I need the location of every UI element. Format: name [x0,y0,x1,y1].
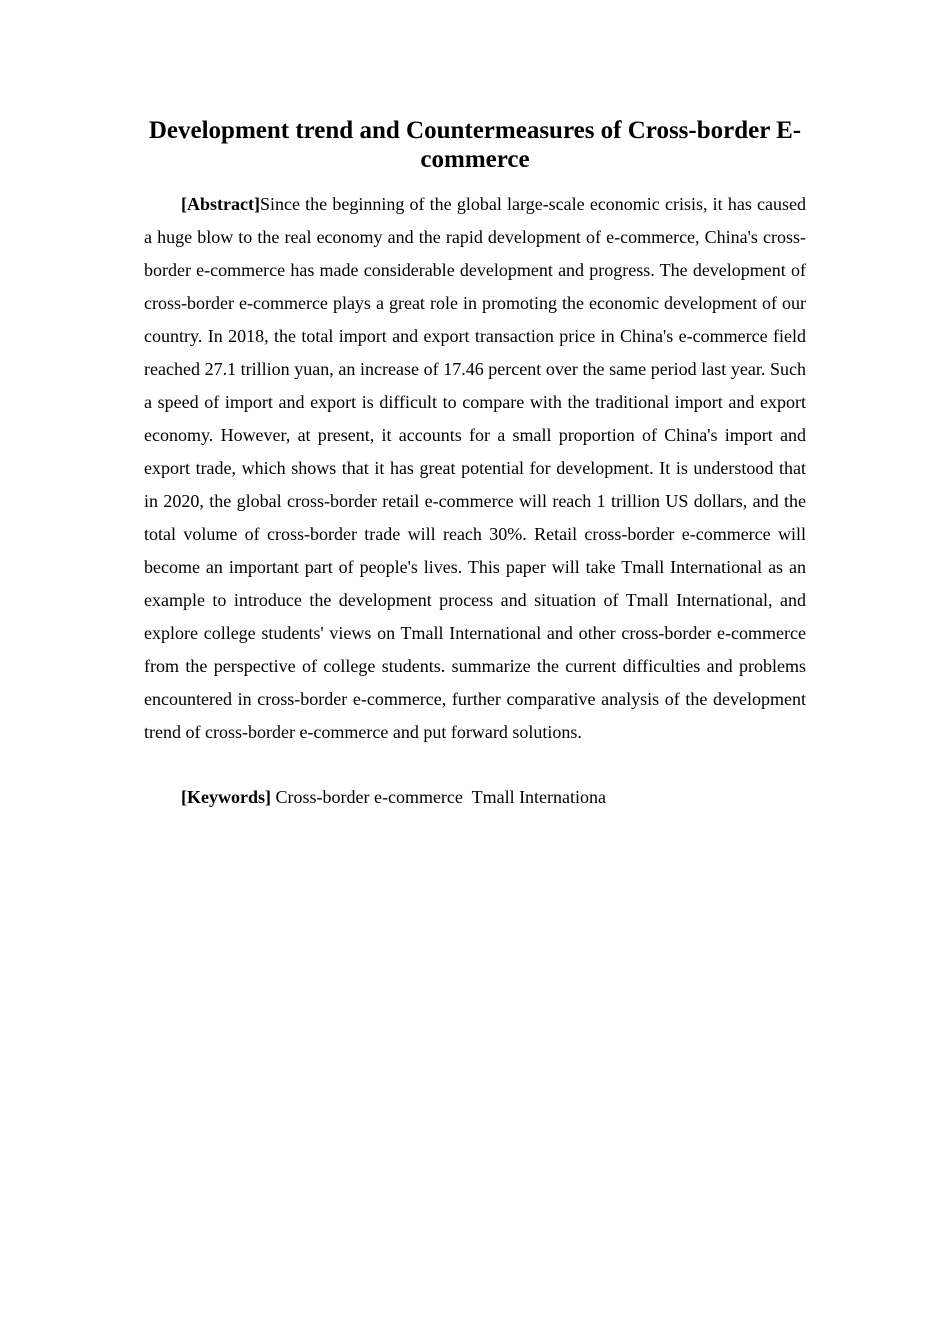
abstract-paragraph [144,188,806,749]
paper-title: Development trend and Countermeasures of Cross-border E-commerce [148,117,802,173]
keywords-text: Cross-border e-commerce Tmall Internationa [270,787,607,807]
keywords-label: [Keywords] [181,787,271,807]
document-page [144,116,806,814]
keywords-paragraph [144,781,806,814]
abstract-label: [Abstract] [181,194,260,214]
abstract-text: Since the beginning of the global large-scale economic crisis, it has caused a huge blow to the real economy and the rapid development of e-commerce, China's cross-border e-commerce has made considerable development and progress. The development of cross-border e-commerce plays a great role in promoting the economic development of our country. In 2018, the total import and export transaction price in China's e-commerce field reached 27.1 trillion yuan, an increase of 17.46 percent over the same period last year. Such a speed of import and export is difficult to compare with the traditional import and export economy. However, at present, it accounts for a small proportion of China's import and export trade, which shows that it has great potential for development. It is understood that in 2020, the global cross-border retail e-commerce will reach 1 trillion US dollars, and the total volume of cross-border trade will reach 30%. Retail cross-border e-commerce will become an important part of people's lives. This paper will take Tmall International as an example to introduce the development process and situation of Tmall International, and explore college students' views on Tmall International and other cross-border e-commerce from the perspective of college students. summarize the current difficulties and problems encountered in cross-border e-commerce, further comparative analysis of the development trend of cross-border e-commerce and put forward solutions. [144,194,806,742]
